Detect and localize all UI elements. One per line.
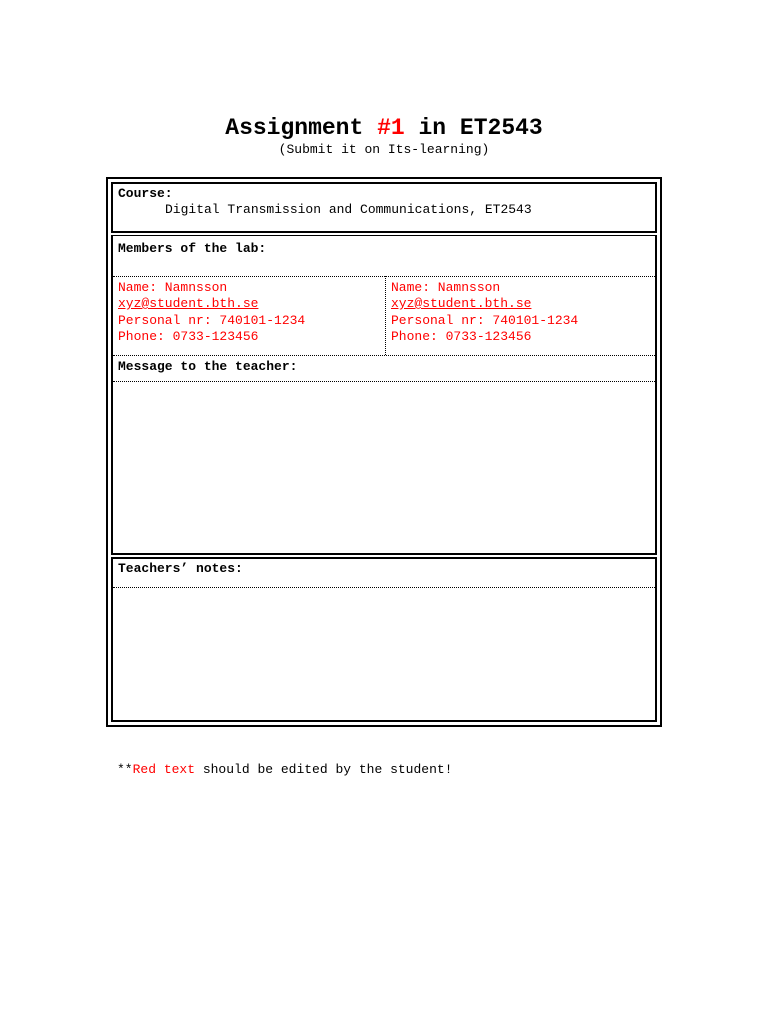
message-area[interactable]	[113, 382, 655, 552]
page-subtitle: (Submit it on Its-learning)	[278, 142, 490, 157]
member-phone[interactable]: Phone: 0733-123456	[391, 329, 532, 344]
assignment-form	[106, 177, 662, 727]
footnote-prefix: **	[117, 762, 133, 777]
member-personal-number[interactable]: Personal nr: 740101-1234	[391, 313, 579, 328]
page-title	[0, 114, 768, 142]
notes-area	[113, 588, 655, 720]
notes-panel	[111, 557, 657, 722]
member-email-link[interactable]: xyz@student.bth.se	[118, 296, 259, 311]
course-label: Course:	[118, 186, 173, 201]
member-phone[interactable]: Phone: 0733-123456	[118, 329, 259, 344]
members-panel	[111, 235, 657, 555]
title-prefix: Assignment	[225, 115, 378, 141]
message-divider-top	[113, 355, 655, 356]
footnote-suffix: should be edited by the student!	[195, 762, 453, 777]
member-email-link[interactable]: xyz@student.bth.se	[391, 296, 532, 311]
footnote-red-text: Red text	[132, 762, 196, 777]
member-name[interactable]: Name: Namnsson	[118, 280, 228, 295]
members-label: Members of the lab:	[118, 241, 267, 256]
members-column-divider	[385, 276, 386, 355]
course-value: Digital Transmission and Communications, ET2543	[165, 202, 532, 217]
member-personal-number[interactable]: Personal nr: 740101-1234	[118, 313, 306, 328]
title-suffix: in ET2543	[404, 115, 543, 141]
course-panel	[111, 182, 657, 233]
notes-label: Teachers’ notes:	[118, 561, 243, 576]
message-label: Message to the teacher:	[118, 359, 298, 374]
member-name[interactable]: Name: Namnsson	[391, 280, 501, 295]
assignment-number: #1	[377, 115, 405, 141]
members-divider	[113, 276, 655, 277]
footnote	[117, 762, 452, 778]
